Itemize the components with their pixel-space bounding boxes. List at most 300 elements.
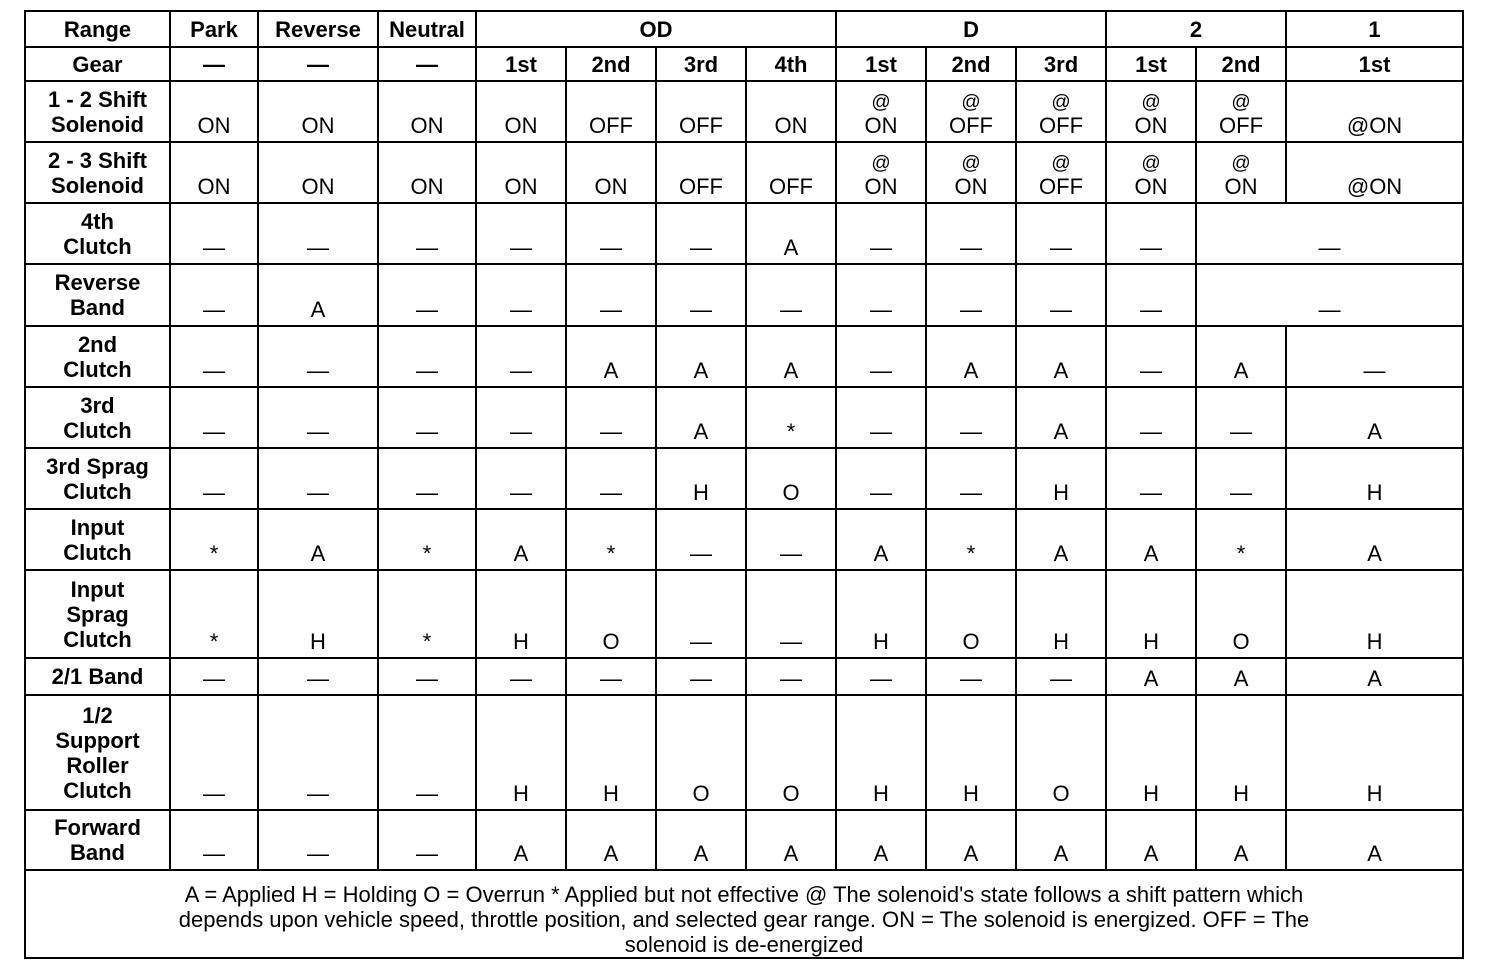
cell-value: *: [606, 541, 616, 566]
row-label-line: Solenoid: [51, 111, 144, 137]
cell-value: —: [1050, 666, 1073, 691]
table-cell: [1286, 810, 1463, 870]
solenoid-pattern-mark: @: [871, 92, 891, 113]
table-cell: [566, 695, 656, 810]
table-cell: [170, 264, 258, 326]
cell-value: *: [786, 419, 796, 444]
cell-value: H: [873, 781, 889, 806]
cell-value: A: [1233, 666, 1249, 691]
cell-value: H: [603, 781, 619, 806]
cell-value: —: [203, 358, 225, 383]
cell-value: O: [782, 480, 800, 505]
table-cell: [1196, 810, 1286, 870]
cell-value: ON: [504, 174, 538, 199]
table-row: [25, 810, 1463, 870]
cell-value: —: [307, 419, 329, 444]
cell-value: —: [1140, 235, 1163, 260]
table-cell: [476, 326, 566, 387]
table-cell: [1106, 203, 1196, 264]
table-cell: [1016, 810, 1106, 870]
cell-value: —: [690, 629, 712, 654]
cell-value: ON: [301, 174, 335, 199]
cell-value: A: [1367, 666, 1382, 691]
cell-value: A: [693, 358, 709, 383]
cell-value: —: [416, 841, 438, 866]
table-cell: [476, 203, 566, 264]
table-cell: [1196, 570, 1286, 658]
row-label-line: Solenoid: [51, 172, 144, 198]
range-2: 2: [1106, 11, 1286, 47]
cell-value: —: [600, 666, 622, 691]
table-cell: [926, 203, 1016, 264]
cell-value: A: [783, 841, 799, 866]
cell-value: H: [693, 480, 709, 505]
table-cell: [378, 695, 476, 810]
row-label: [25, 509, 170, 570]
row-label: [25, 448, 170, 509]
table-cell: [1016, 326, 1106, 387]
table-cell: [656, 448, 746, 509]
cell-value: *: [209, 629, 219, 654]
table-cell: [1286, 509, 1463, 570]
cell-value: A: [513, 841, 529, 866]
table-cell: [1016, 264, 1106, 326]
cell-value: A: [693, 419, 709, 444]
table-cell: [1016, 695, 1106, 810]
cell-value: H: [873, 629, 889, 654]
table-cell: [170, 387, 258, 448]
cell-value: —: [780, 297, 802, 322]
cell-value: —: [600, 419, 622, 444]
table-cell: [378, 387, 476, 448]
solenoid-pattern-mark: @: [1051, 153, 1071, 174]
cell-value: —: [203, 781, 225, 806]
table-cell: [170, 810, 258, 870]
table-cell: [1106, 142, 1196, 203]
cell-value: —: [510, 358, 532, 383]
row-label-line: Sprag: [66, 601, 129, 627]
table-cell: [926, 570, 1016, 658]
gear-header-row: [25, 47, 1463, 81]
legend: [25, 870, 1463, 958]
table-cell: [378, 203, 476, 264]
table-cell: [926, 81, 1016, 142]
row-label-line: Clutch: [63, 539, 132, 565]
table-cell: [926, 264, 1016, 326]
cell-value: @ON: [1346, 113, 1403, 138]
cell-value: —: [870, 297, 892, 322]
cell-value: *: [966, 541, 976, 566]
cell-value: ON: [864, 174, 898, 199]
cell-value: A: [513, 541, 529, 566]
table-cell: [926, 695, 1016, 810]
cell-value: ON: [954, 174, 988, 199]
cell-value: —: [870, 358, 892, 383]
range-header-row: [25, 11, 1463, 47]
gear-cell: 1st: [1106, 47, 1196, 81]
gear-cell: —: [170, 47, 258, 81]
row-label: [25, 81, 170, 142]
cell-value: ON: [197, 174, 231, 199]
cell-value: A: [1143, 666, 1159, 691]
table-cell: [1196, 203, 1463, 264]
cell-value: —: [307, 781, 329, 806]
table-cell: [566, 387, 656, 448]
table-cell: [746, 326, 836, 387]
table-cell: [746, 695, 836, 810]
cell-value: —: [203, 666, 225, 691]
cell-value: ON: [1224, 174, 1258, 199]
table-cell: [836, 695, 926, 810]
table-cell: [566, 448, 656, 509]
cell-value: —: [960, 419, 982, 444]
cell-value: O: [962, 629, 980, 654]
table-cell: [1106, 448, 1196, 509]
range-1: 1: [1286, 11, 1463, 47]
table-cell: [258, 387, 378, 448]
gear-cell: 2nd: [926, 47, 1016, 81]
cell-value: *: [422, 629, 432, 654]
cell-value: —: [960, 480, 982, 505]
table-cell: [476, 695, 566, 810]
cell-value: —: [1318, 235, 1341, 260]
solenoid-pattern-mark: @: [1231, 92, 1251, 113]
row-label-line: Clutch: [63, 233, 132, 259]
cell-value: —: [870, 666, 892, 691]
table-row: [25, 695, 1463, 810]
cell-value: —: [1140, 358, 1163, 383]
cell-value: —: [1140, 419, 1163, 444]
table-row: [25, 142, 1463, 203]
row-label: [25, 570, 170, 658]
table-cell: [476, 142, 566, 203]
cell-value: H: [310, 629, 326, 654]
table-cell: [1106, 509, 1196, 570]
cell-value: ON: [410, 113, 444, 138]
row-label: [25, 658, 170, 695]
cell-value: —: [960, 235, 982, 260]
legend-line: depends upon vehicle speed, throttle position, and selected gear range. ON = The solenoid is energized. OFF = The: [178, 907, 1310, 932]
table-cell: [476, 570, 566, 658]
table-cell: [258, 695, 378, 810]
cell-value: —: [600, 235, 622, 260]
cell-value: ON: [594, 174, 628, 199]
table-cell: [476, 658, 566, 695]
table-cell: [926, 658, 1016, 695]
cell-value: —: [510, 235, 532, 260]
table-cell: [170, 203, 258, 264]
cell-value: A: [1053, 358, 1069, 383]
table-cell: [836, 264, 926, 326]
cell-value: —: [960, 297, 982, 322]
table-row: [25, 658, 1463, 695]
table-cell: [746, 264, 836, 326]
cell-value: A: [783, 235, 799, 260]
table-cell: [926, 810, 1016, 870]
cell-value: *: [209, 541, 219, 566]
table-cell: [378, 264, 476, 326]
gear-cell: —: [258, 47, 378, 81]
cell-value: —: [416, 666, 438, 691]
cell-value: O: [602, 629, 620, 654]
cell-value: —: [960, 666, 982, 691]
table-cell: [1196, 326, 1286, 387]
cell-value: OFF: [949, 113, 993, 138]
table-cell: [656, 142, 746, 203]
cell-value: A: [1367, 541, 1382, 566]
cell-value: ON: [1134, 174, 1168, 199]
cell-value: —: [307, 841, 329, 866]
table-cell: [258, 326, 378, 387]
table-row: [25, 570, 1463, 658]
table-cell: [378, 570, 476, 658]
table-cell: [1286, 326, 1463, 387]
table-cell: [1016, 570, 1106, 658]
cell-value: —: [307, 358, 329, 383]
cell-value: H: [1366, 781, 1383, 806]
cell-value: —: [1363, 358, 1386, 383]
cell-value: OFF: [1219, 113, 1264, 138]
cell-value: —: [780, 666, 802, 691]
cell-value: A: [310, 297, 326, 322]
row-label: [25, 203, 170, 264]
table-cell: [656, 810, 746, 870]
table-cell: [170, 695, 258, 810]
row-label-line: 2nd: [77, 331, 118, 357]
solenoid-pattern-mark: @: [961, 92, 981, 113]
table-cell: [258, 658, 378, 695]
table-cell: [926, 509, 1016, 570]
row-label-line: Clutch: [63, 417, 132, 443]
table-cell: [566, 81, 656, 142]
cell-value: —: [690, 297, 712, 322]
cell-value: ON: [504, 113, 538, 138]
table-cell: [258, 448, 378, 509]
solenoid-pattern-mark: @: [1141, 92, 1161, 113]
row-label-line: 2/1 Band: [51, 664, 144, 689]
range-od: OD: [476, 11, 836, 47]
cell-value: —: [416, 235, 438, 260]
row-label: [25, 810, 170, 870]
table-cell: [378, 509, 476, 570]
table-cell: [258, 264, 378, 326]
table-cell: [746, 203, 836, 264]
cell-value: OFF: [769, 174, 813, 199]
cell-value: A: [1233, 841, 1249, 866]
table-cell: [1196, 509, 1286, 570]
cell-value: O: [1232, 629, 1250, 654]
row-label-line: Input: [70, 576, 125, 602]
cell-value: A: [603, 358, 619, 383]
table-cell: [258, 509, 378, 570]
cell-value: —: [1230, 419, 1253, 444]
table-cell: [378, 142, 476, 203]
cell-value: —: [1318, 297, 1341, 322]
table-cell: [1016, 658, 1106, 695]
table-cell: [1016, 81, 1106, 142]
row-label-line: Input: [70, 514, 125, 540]
table-cell: [656, 658, 746, 695]
cell-value: —: [780, 629, 802, 654]
cell-value: A: [1053, 841, 1069, 866]
gear-cell: 1st: [836, 47, 926, 81]
table-cell: [566, 509, 656, 570]
gear-cell: 1st: [1286, 47, 1463, 81]
table-cell: [1196, 695, 1286, 810]
cell-value: —: [416, 480, 438, 505]
table-cell: [1196, 142, 1286, 203]
table-body: [25, 81, 1463, 870]
cell-value: ON: [410, 174, 444, 199]
cell-value: A: [1053, 419, 1069, 444]
range-d: D: [836, 11, 1106, 47]
cell-value: A: [1233, 358, 1249, 383]
table-cell: [656, 203, 746, 264]
table-cell: [746, 142, 836, 203]
cell-value: *: [422, 541, 432, 566]
table-row: [25, 264, 1463, 326]
table-cell: [1016, 203, 1106, 264]
table-cell: [476, 448, 566, 509]
gear-cell: —: [378, 47, 476, 81]
cell-value: —: [203, 297, 225, 322]
table-cell: [1196, 658, 1286, 695]
table-cell: [836, 81, 926, 142]
legend-line: solenoid is de-energized: [624, 932, 864, 957]
row-label-line: Clutch: [63, 626, 132, 652]
row-label-line: Band: [70, 840, 125, 865]
cell-value: A: [603, 841, 619, 866]
row-label-line: Clutch: [63, 777, 132, 803]
table-cell: [476, 264, 566, 326]
table-cell: [1106, 81, 1196, 142]
table-cell: [746, 570, 836, 658]
cell-value: A: [783, 358, 799, 383]
table-cell: [1106, 810, 1196, 870]
row-label-line: 2 - 3 Shift: [47, 147, 147, 173]
solenoid-pattern-mark: @: [1231, 153, 1251, 174]
table-cell: [1286, 142, 1463, 203]
table-row: [25, 203, 1463, 264]
cell-value: —: [307, 666, 329, 691]
table-cell: [836, 326, 926, 387]
table-cell: [258, 142, 378, 203]
table-cell: [1106, 658, 1196, 695]
cell-value: —: [510, 419, 532, 444]
cell-value: *: [1236, 541, 1246, 566]
cell-value: A: [693, 841, 709, 866]
cell-value: H: [1366, 629, 1383, 654]
cell-value: H: [1143, 781, 1159, 806]
gear-cell: 1st: [476, 47, 566, 81]
table-cell: [258, 570, 378, 658]
solenoid-pattern-mark: @: [1051, 92, 1071, 113]
row-label: [25, 142, 170, 203]
cell-value: —: [1140, 480, 1163, 505]
table-cell: [1286, 570, 1463, 658]
row-label: [25, 387, 170, 448]
table-cell: [378, 810, 476, 870]
cell-value: —: [870, 419, 892, 444]
table-cell: [566, 203, 656, 264]
solenoid-pattern-mark: @: [1141, 153, 1161, 174]
table-cell: [476, 387, 566, 448]
cell-value: OFF: [679, 174, 723, 199]
table-cell: [746, 387, 836, 448]
table-cell: [1286, 695, 1463, 810]
table-cell: [836, 142, 926, 203]
table-cell: [258, 810, 378, 870]
cell-value: —: [416, 781, 438, 806]
table-cell: [836, 570, 926, 658]
table-cell: [170, 142, 258, 203]
gear-label: Gear: [25, 47, 170, 81]
table-row: [25, 387, 1463, 448]
cell-value: —: [870, 235, 892, 260]
row-label-line: Support: [55, 727, 140, 753]
table-cell: [926, 387, 1016, 448]
cell-value: H: [1053, 629, 1069, 654]
table-row: [25, 509, 1463, 570]
row-label-line: Reverse: [54, 270, 141, 295]
cell-value: H: [1366, 480, 1383, 505]
cell-value: —: [416, 358, 438, 383]
cell-value: —: [203, 480, 225, 505]
cell-value: A: [310, 541, 326, 566]
cell-value: ON: [197, 113, 231, 138]
table-cell: [1196, 387, 1286, 448]
table-cell: [656, 509, 746, 570]
row-label: [25, 264, 170, 326]
gear-cell: 4th: [746, 47, 836, 81]
table-cell: [1196, 448, 1286, 509]
cell-value: O: [1052, 781, 1070, 806]
table-cell: [656, 326, 746, 387]
cell-value: H: [1233, 781, 1249, 806]
cell-value: —: [203, 841, 225, 866]
table-cell: [1196, 81, 1286, 142]
row-label-line: 1 - 2 Shift: [47, 86, 147, 112]
cell-value: A: [1143, 541, 1159, 566]
range-reference-table-wrapper: [24, 10, 1464, 959]
cell-value: ON: [864, 113, 898, 138]
table-cell: [656, 387, 746, 448]
cell-value: —: [307, 480, 329, 505]
cell-value: O: [692, 781, 710, 806]
row-label: [25, 326, 170, 387]
table-cell: [476, 509, 566, 570]
cell-value: —: [690, 666, 712, 691]
cell-value: —: [510, 666, 532, 691]
cell-value: —: [780, 541, 802, 566]
table-cell: [476, 81, 566, 142]
gear-cell: 2nd: [566, 47, 656, 81]
table-cell: [1016, 387, 1106, 448]
cell-value: @ON: [1346, 174, 1403, 199]
range-park: Park: [170, 11, 258, 47]
table-cell: [378, 326, 476, 387]
table-cell: [378, 448, 476, 509]
table-cell: [1286, 387, 1463, 448]
table-cell: [1286, 448, 1463, 509]
table-cell: [1106, 387, 1196, 448]
solenoid-pattern-mark: @: [871, 153, 891, 174]
table-cell: [170, 448, 258, 509]
table-cell: [1286, 658, 1463, 695]
table-cell: [926, 142, 1016, 203]
cell-value: H: [1053, 480, 1069, 505]
table-cell: [836, 203, 926, 264]
